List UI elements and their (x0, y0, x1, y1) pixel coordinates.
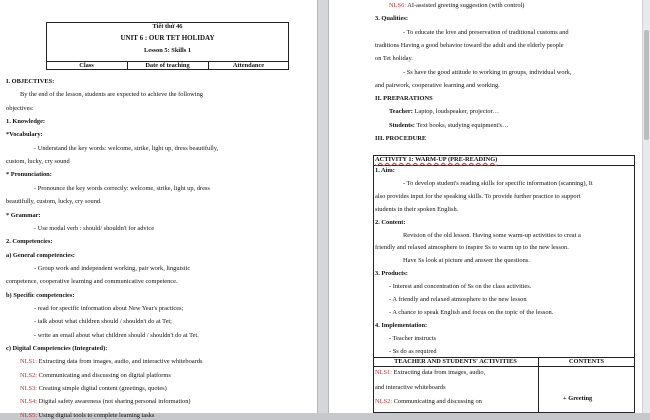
section-heading (375, 167, 395, 175)
line-text: * Pronunciation: (6, 171, 52, 179)
body-line (375, 193, 581, 201)
body-line (375, 244, 569, 252)
section-heading (6, 252, 75, 260)
body-line (20, 385, 167, 393)
digital-competency-code: NLS3: (20, 385, 38, 393)
digital-competency-code: NLS5: (20, 411, 38, 419)
section-heading (375, 135, 426, 143)
line-text: friendly and relaxed atmosphere to inspire Ss to warm up to the new lesson. (375, 244, 569, 252)
activity-title-divider (373, 165, 635, 166)
body-line (389, 108, 499, 116)
vertical-scrollbar[interactable] (642, 0, 650, 413)
body-line (375, 55, 413, 63)
body-line (389, 309, 553, 317)
line-text: competence, cooperative learning and communicative competence. (6, 278, 178, 286)
body-line (389, 2, 524, 10)
line-text: beautifully, custom, lucky, cry sound. (6, 198, 102, 206)
line-text: Extracting data from images, audio, (392, 369, 486, 376)
line-text: Using digital tools to complete learning tasks (37, 411, 155, 419)
body-line (34, 265, 190, 273)
body-line (34, 318, 172, 326)
period-label: Tiết thứ 46 (152, 23, 183, 30)
body-line (403, 69, 571, 77)
body-line (20, 398, 191, 406)
line-text: Extracting data from images, audio, and interactive whiteboards (37, 358, 203, 366)
col-date: Date of teaching (145, 62, 190, 69)
body-line (389, 348, 437, 356)
line-text: - To develop student's reading skills for specific information (scanning), It (403, 179, 593, 187)
body-line (403, 232, 581, 240)
scrollbar-thumb[interactable] (644, 30, 649, 140)
body-line (20, 412, 154, 420)
body-line (6, 278, 178, 286)
section-heading (6, 238, 53, 246)
section-heading (375, 322, 427, 330)
body-line (6, 105, 34, 113)
line-text: Have Ss look at picture and answer the questions. (403, 257, 530, 265)
greeting-label: + Greeting (563, 395, 593, 402)
body-line (389, 283, 531, 291)
body-line (34, 305, 183, 313)
line-text: 2. Competencies: (6, 238, 53, 246)
table-head-activities: TEACHER AND STUDENTS' ACTIVITIES (394, 358, 517, 365)
body-line (389, 296, 527, 304)
body-line (375, 206, 458, 214)
digital-competency-code: NLS1: (20, 358, 38, 366)
body-line (389, 122, 508, 130)
body-line (403, 180, 593, 188)
line-text: also provides input for the speaking skills. To provide further practice to support (375, 192, 581, 200)
section-heading (375, 219, 406, 227)
line-text: 1. Knowledge: (6, 118, 46, 126)
line-text: - Understand the key words: welcome, strike, light up, dress beautifully, (34, 144, 219, 152)
line-text: Communicating and discussing on digital platforms (37, 371, 171, 379)
line-text: 2. Content: (375, 218, 406, 226)
lesson-title: Lesson 5: Skills 1 (143, 47, 192, 54)
body-line (20, 91, 203, 99)
line-text: Communicating and discussing on (392, 398, 482, 405)
body-line (403, 257, 530, 265)
section-heading (375, 95, 433, 103)
line-text: - Pronounce the key words correctly: welcome, strike, light up, dress (34, 184, 210, 192)
body-line (403, 29, 569, 37)
line-text: - Ss do as required (389, 347, 437, 355)
line-text: Revision of the old lesson. Having some warm-up activities to creat a (403, 231, 581, 239)
digital-competency-code: NLS2: (20, 371, 38, 379)
line-text: and pairwork, cooperative learning and working. (375, 81, 500, 89)
line-text: I. OBJECTIVES: (6, 78, 55, 85)
body-line (389, 335, 436, 343)
activity-title (375, 156, 497, 164)
section-heading (6, 78, 54, 86)
section-heading (6, 292, 75, 300)
line-text: * Grammar: (6, 211, 41, 219)
line-text: 3. Qualities: (375, 15, 409, 23)
line-text: Students: Text books, studying equipment's… (389, 121, 509, 129)
line-text: - A chance to speak English and focus on the topic of the lesson. (389, 308, 554, 316)
line-text: c) Digital Competencies (Integrated): (6, 345, 108, 352)
body-line (34, 225, 154, 233)
body-line (375, 384, 446, 392)
line-text: 3. Products: (375, 270, 408, 278)
line-text: - talk about what children should / shouldn't do at Tet; (34, 318, 172, 326)
section-heading (6, 131, 43, 139)
line-text: *Vocabulary: (6, 131, 43, 139)
line-text: - read for specific information about New Year's practices; (34, 304, 184, 312)
section-heading (375, 270, 408, 278)
line-text: - Use modal verb : should/ shouldn't for advice (34, 224, 155, 232)
line-text: - Interest and concentration of Ss on the class activities. (389, 283, 532, 291)
body-line (6, 158, 70, 166)
section-heading (6, 118, 45, 126)
line-text: - Ss have the good attitude to working in groups, individual work, (403, 68, 572, 76)
line-text: Teacher: Laptop, loudspeaker, projector… (389, 108, 500, 116)
line-text: - Teacher instructs (389, 334, 436, 342)
table-head-contents: CONTENTS (568, 358, 605, 365)
line-text: - Group work and independent working, pair work, linguistic (34, 264, 191, 272)
digital-competency-code: NLS6: (389, 2, 407, 9)
body-line (6, 198, 102, 206)
unit-title: UNIT 6 : OUR TET HOLIDAY (120, 34, 215, 42)
col-class: Class (79, 62, 94, 69)
body-line (375, 398, 482, 406)
line-text: 1. Aim: (375, 167, 395, 174)
line-text: Digital safety awareness (not sharing personal information) (37, 398, 191, 406)
section-heading (6, 212, 41, 220)
digital-competency-code: NLS1: (375, 369, 393, 376)
line-text: AI-assisted greeting suggestion (with control) (406, 2, 525, 9)
line-text: and interactive whiteboards (375, 383, 446, 391)
line-text: a) General competencies: (6, 251, 75, 259)
line-text: students in their spoken English. (375, 205, 459, 213)
body-line (375, 82, 500, 90)
digital-competency-code: NLS2: (375, 398, 393, 405)
line-text: custom, lucky, cry sound (6, 158, 70, 166)
line-text: objectives: (6, 104, 34, 112)
line-text: - write an email about what children should / shouldn't do at Tet. (34, 331, 199, 339)
body-line (375, 42, 564, 50)
table-header-bottom (373, 366, 635, 367)
body-line (20, 358, 202, 366)
section-heading (6, 345, 107, 353)
line-text: traditions Having a good behavior toward the adult and the elderly people (375, 41, 564, 49)
document-page-left (0, 0, 318, 419)
body-line (375, 369, 485, 377)
line-text: 4. Implementation: (375, 321, 428, 329)
body-line (34, 145, 218, 153)
body-line (34, 185, 210, 193)
body-line (34, 332, 199, 340)
line-text: Creating simple digital content (greetings, quotes) (37, 385, 167, 393)
line-text: III. PROCEDURE (375, 135, 427, 142)
col-attendance: Attendance (232, 62, 265, 69)
body-line (20, 372, 171, 380)
document-page-right (328, 0, 650, 413)
line-text: - To educate the love and preservation of traditional customs and (403, 28, 569, 36)
line-text: II. PREPARATIONS (375, 95, 433, 103)
page-gutter (318, 0, 328, 413)
line-text: on Tet holiday. (375, 55, 413, 63)
activity-title-text: ACTIVITY 1: WARM-UP (PRE-READING) (375, 156, 498, 163)
section-heading (6, 171, 52, 179)
digital-competency-code: NLS4: (20, 398, 38, 406)
line-text: b) Specific competencies: (6, 291, 75, 299)
line-text: By the end of the lesson, students are expected to achieve the following (20, 91, 203, 99)
line-text: - A friendly and relaxed atmosphere to the new lesson (389, 296, 527, 303)
section-heading (375, 15, 408, 23)
